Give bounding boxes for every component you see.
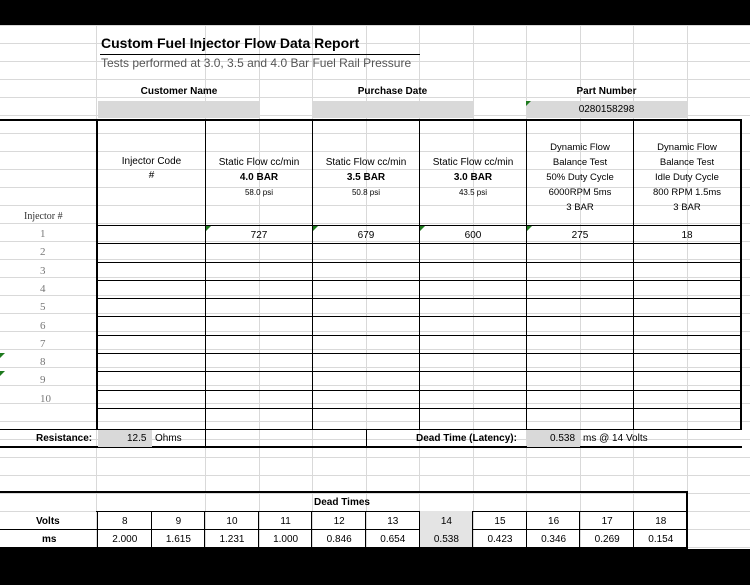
table-cell-dyn1[interactable]	[527, 248, 633, 262]
table-cell-s30[interactable]	[420, 395, 526, 409]
table-cell-dyn1[interactable]	[527, 267, 633, 281]
volts-label: Volts	[36, 516, 60, 527]
injector-number: 8	[40, 356, 46, 369]
injector-number: 2	[40, 246, 46, 259]
col-header-static-3-5bar: Static Flow cc/min 3.5 BAR 50.8 psi	[325, 157, 407, 197]
table-cell-s30[interactable]	[420, 322, 526, 336]
table-cell-s40[interactable]	[206, 248, 312, 262]
injector-number: 4	[40, 282, 46, 295]
table-cell-dyn2[interactable]	[634, 303, 740, 317]
table-cell-s35[interactable]	[313, 376, 419, 390]
table-cell-code[interactable]	[98, 267, 205, 281]
ms-cell[interactable]: 1.000	[273, 534, 299, 545]
injector-number: 1	[40, 228, 46, 240]
col-header-dynamic-50: Dynamic Flow Balance Test 50% Duty Cycle 6000RPM 5ms 3 BAR	[546, 142, 614, 213]
resistance-unit: Ohms	[155, 433, 182, 444]
table-cell-dyn2[interactable]	[634, 376, 740, 390]
volts-cell[interactable]: 10	[226, 516, 238, 527]
table-cell-s40[interactable]	[206, 376, 312, 390]
volts-cell[interactable]: 8	[122, 516, 128, 527]
table-cell-code[interactable]	[98, 395, 205, 409]
table-cell-code[interactable]	[98, 376, 205, 390]
table-cell-s30[interactable]	[420, 285, 526, 299]
table-cell-code[interactable]	[98, 303, 205, 317]
ms-cell[interactable]: 0.423	[487, 534, 513, 545]
volts-cell[interactable]: 12	[333, 516, 345, 527]
table-cell-s40[interactable]	[206, 358, 312, 372]
table-cell-code[interactable]	[98, 340, 205, 354]
ms-label: ms	[42, 534, 57, 545]
table-cell-s30[interactable]	[420, 267, 526, 281]
table-cell-s30[interactable]: 600	[464, 230, 482, 241]
table-cell-dyn2[interactable]	[634, 340, 740, 354]
title-underline	[100, 54, 420, 55]
table-cell-code[interactable]	[98, 248, 205, 262]
injector-number: 5	[40, 301, 46, 314]
table-cell-code[interactable]	[98, 285, 205, 299]
report-title: Custom Fuel Injector Flow Data Report	[101, 35, 360, 51]
table-cell-dyn1[interactable]	[527, 322, 633, 336]
ms-cell[interactable]: 2.000	[112, 534, 138, 545]
table-cell-s35[interactable]: 679	[357, 230, 375, 241]
injector-number: 3	[40, 264, 46, 277]
table-cell-s30[interactable]	[420, 340, 526, 354]
table-cell-dyn1[interactable]	[527, 395, 633, 409]
ms-cell[interactable]: 0.846	[326, 534, 352, 545]
table-cell-s40[interactable]	[206, 285, 312, 299]
table-cell-s35[interactable]	[313, 395, 419, 409]
table-cell-dyn1[interactable]	[527, 358, 633, 372]
volts-cell[interactable]: 9	[175, 516, 182, 527]
col-header-static-3bar: Static Flow cc/min 3.0 BAR 43.5 psi	[432, 157, 514, 197]
injector-number: 7	[40, 337, 46, 350]
table-cell-code[interactable]	[98, 322, 205, 336]
table-cell-s40[interactable]: 727	[250, 230, 268, 241]
table-cell-s35[interactable]	[313, 267, 419, 281]
dead-time-value: 0.538	[550, 433, 576, 444]
table-cell-dyn1[interactable]: 275	[571, 230, 589, 241]
ms-cell[interactable]: 1.231	[219, 534, 245, 545]
table-cell-dyn1[interactable]	[527, 376, 633, 390]
table-cell-s35[interactable]	[313, 248, 419, 262]
dead-time-label: Dead Time (Latency):	[416, 433, 517, 444]
volts-cell[interactable]: 13	[387, 516, 399, 527]
resistance-value: 12.5	[127, 433, 147, 444]
col-header-injector-code: Injector Code #	[121, 156, 182, 181]
volts-cell[interactable]: 16	[548, 516, 560, 527]
volts-cell[interactable]: 17	[601, 516, 613, 527]
table-cell-dyn2[interactable]	[634, 322, 740, 336]
ms-cell[interactable]: 0.269	[594, 534, 620, 545]
table-cell-s40[interactable]	[206, 303, 312, 317]
injector-number-header: Injector #	[24, 211, 63, 222]
volts-cell[interactable]: 15	[494, 516, 506, 527]
table-cell-dyn2[interactable]	[634, 285, 740, 299]
table-cell-s35[interactable]	[313, 358, 419, 372]
customer-name-field[interactable]	[98, 101, 260, 118]
injector-number: 10	[40, 392, 51, 405]
col-header-static-4bar: Static Flow cc/min 4.0 BAR 58.0 psi	[218, 157, 300, 197]
table-cell-s30[interactable]	[420, 376, 526, 390]
table-cell-s35[interactable]	[313, 303, 419, 317]
table-cell-dyn2[interactable]	[634, 395, 740, 409]
part-number-value: 0280158298	[578, 104, 635, 115]
injector-number: 9	[40, 374, 46, 387]
table-cell-dyn1[interactable]	[527, 285, 633, 299]
dead-times-title: Dead Times	[314, 497, 370, 508]
dead-time-unit: ms @ 14 Volts	[583, 433, 648, 444]
table-cell-s30[interactable]	[420, 303, 526, 317]
table-cell-code[interactable]	[98, 358, 205, 372]
ms-cell[interactable]: 1.615	[165, 534, 191, 545]
spreadsheet-sheet	[0, 25, 750, 549]
table-cell-s35[interactable]	[313, 285, 419, 299]
volts-cell[interactable]: 14	[440, 516, 452, 527]
ms-cell[interactable]: 0.654	[380, 534, 406, 545]
table-cell-s35[interactable]	[313, 340, 419, 354]
table-cell-dyn2[interactable]	[634, 267, 740, 281]
table-cell-dyn1[interactable]	[527, 303, 633, 317]
table-cell-s30[interactable]	[420, 358, 526, 372]
table-cell-s40[interactable]	[206, 395, 312, 409]
table-cell-s40[interactable]	[206, 267, 312, 281]
table-cell-dyn2[interactable]: 18	[681, 230, 693, 241]
table-cell-s30[interactable]	[420, 248, 526, 262]
customer-name-label: Customer Name	[140, 86, 218, 97]
ms-cell[interactable]: 0.538	[433, 534, 459, 545]
resistance-label: Resistance:	[36, 433, 93, 444]
ms-cell[interactable]: 0.154	[648, 534, 674, 545]
table-cell-s40[interactable]	[206, 340, 312, 354]
table-cell-s40[interactable]	[206, 322, 312, 336]
volts-cell[interactable]: 11	[280, 516, 291, 527]
injector-number: 6	[40, 319, 46, 332]
volts-cell[interactable]: 18	[655, 516, 667, 527]
part-number-label: Part Number	[576, 86, 637, 97]
purchase-date-label: Purchase Date	[357, 86, 428, 97]
purchase-date-field[interactable]	[312, 101, 473, 118]
ms-cell[interactable]: 0.346	[541, 534, 567, 545]
table-cell-dyn2[interactable]	[634, 358, 740, 372]
table-cell-dyn1[interactable]	[527, 340, 633, 354]
table-cell-dyn2[interactable]	[634, 248, 740, 262]
table-cell-code[interactable]	[98, 230, 205, 244]
col-header-dynamic-idle: Dynamic Flow Balance Test Idle Duty Cycle 800 RPM 1.5ms 3 BAR	[652, 142, 722, 213]
report-subtitle: Tests performed at 3.0, 3.5 and 4.0 Bar Fuel Rail Pressure	[101, 56, 412, 70]
table-cell-s35[interactable]	[313, 322, 419, 336]
